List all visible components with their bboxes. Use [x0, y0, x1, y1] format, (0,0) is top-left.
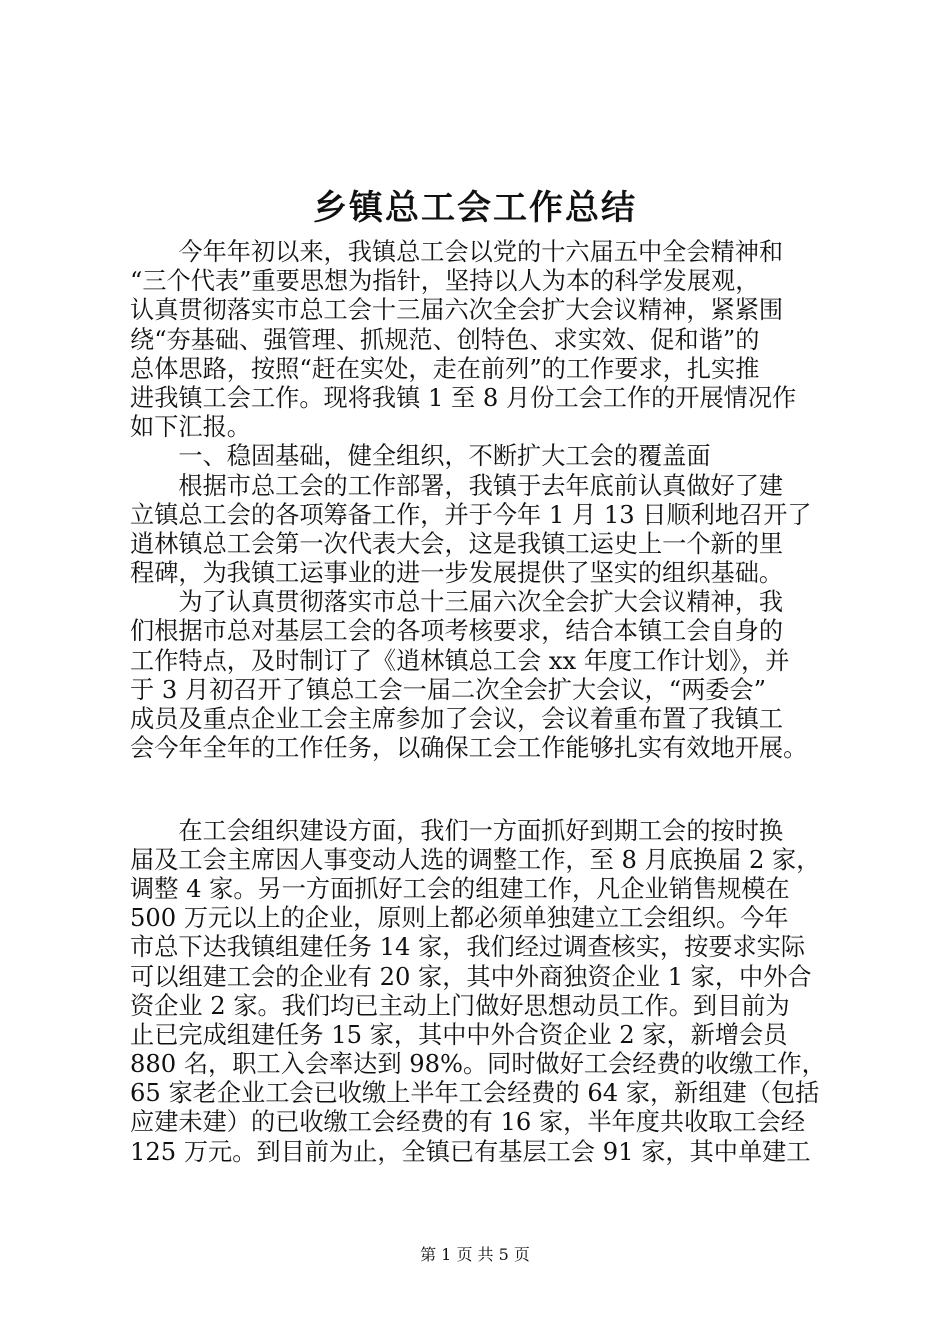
- text-line: 市总下达我镇组建任务 14 家，我们经过调查核实，按要求实际: [130, 933, 806, 962]
- text-line: 可以组建工会的企业有 20 家，其中外商独资企业 1 家，中外合: [130, 962, 812, 991]
- text-line: 调整 4 家。另一方面抓好工会的组建工作，凡企业销售规模在: [130, 874, 790, 903]
- text-line: 为了认真贯彻落实市总十三届六次全会扩大会议精神，我: [130, 588, 784, 617]
- text-line: 资企业 2 家。我们均已主动上门做好思想动员工作。到目前为: [130, 991, 790, 1020]
- text-line: 500 万元以上的企业，原则上都必须单独建立工会组织。今年: [130, 904, 789, 933]
- text-line: 在工会组织建设方面，我们一方面抓好到期工会的按时换: [130, 816, 784, 845]
- text-line: 绕“夯基础、强管理、抓规范、创特色、求实效、促和谐”的: [130, 325, 760, 354]
- text-line: 于 3 月初召开了镇总工会一届二次全会扩大会议，“两委会”: [130, 675, 766, 704]
- text-line: 125 万元。到目前为止，全镇已有基层工会 91 家，其中单建工: [130, 1137, 811, 1166]
- text-line: 进我镇工会工作。现将我镇 1 至 8 月份工会工作的开展情况作: [130, 383, 797, 412]
- text-line: 根据市总工会的工作部署，我镇于去年底前认真做好了建: [130, 471, 784, 500]
- text-line: 止已完成组建任务 15 家，其中中外合资企业 2 家，新增会员: [130, 1020, 788, 1049]
- text-line: 880 名，职工入会率达到 98%。同时做好工会经费的收缴工作，: [130, 1050, 826, 1079]
- page-number-footer: 第 1 页 共 5 页: [420, 1245, 530, 1264]
- text-line: “三个代表”重要思想为指针，坚持以人为本的科学发展观，: [130, 267, 760, 296]
- text-line: 立镇总工会的各项筹备工作，并于今年 1 月 13 日顺利地召开了: [130, 500, 812, 529]
- text-line: 应建未建）的已收缴工会经费的有 16 家，半年度共收取工会经: [130, 1108, 806, 1137]
- text-line: 如下汇报。: [130, 413, 251, 442]
- section-heading: 一、稳固基础，健全组织，不断扩大工会的覆盖面: [130, 442, 711, 471]
- text-line: 们根据市总对基层工会的各项考核要求，结合本镇工会自身的: [130, 617, 784, 646]
- document-title: 乡镇总工会工作总结: [313, 188, 637, 228]
- text-line: 总体思路，按照“赶在实处，走在前列”的工作要求，扎实推: [130, 354, 760, 383]
- text-line: 认真贯彻落实市总工会十三届六次全会扩大会议精神，紧紧围: [130, 296, 784, 325]
- text-line: 工作特点，及时制订了《逍林镇总工会 xx 年度工作计划》，并: [130, 646, 790, 675]
- text-line: 成员及重点企业工会主席参加了会议，会议着重布置了我镇工: [130, 705, 784, 733]
- text-line: 逍林镇总工会第一次代表大会，这是我镇工运史上一个新的里: [130, 529, 784, 558]
- text-line: 会今年全年的工作任务，以确保工会工作能够扎实有效地开展。: [130, 734, 808, 763]
- text-line: 65 家老企业工会已收缴上半年工会经费的 64 家，新组建（包括: [130, 1079, 820, 1108]
- text-line: 今年年初以来，我镇总工会以党的十六届五中全会精神和: [130, 238, 784, 266]
- document-body: [130, 238, 842, 1167]
- text-line: 届及工会主席因人事变动人选的调整工作，至 8 月底换届 2 家，: [130, 845, 821, 874]
- text-line: 程碑，为我镇工运事业的进一步发展提供了坚实的组织基础。: [130, 559, 784, 588]
- paragraph-gap: [130, 787, 842, 816]
